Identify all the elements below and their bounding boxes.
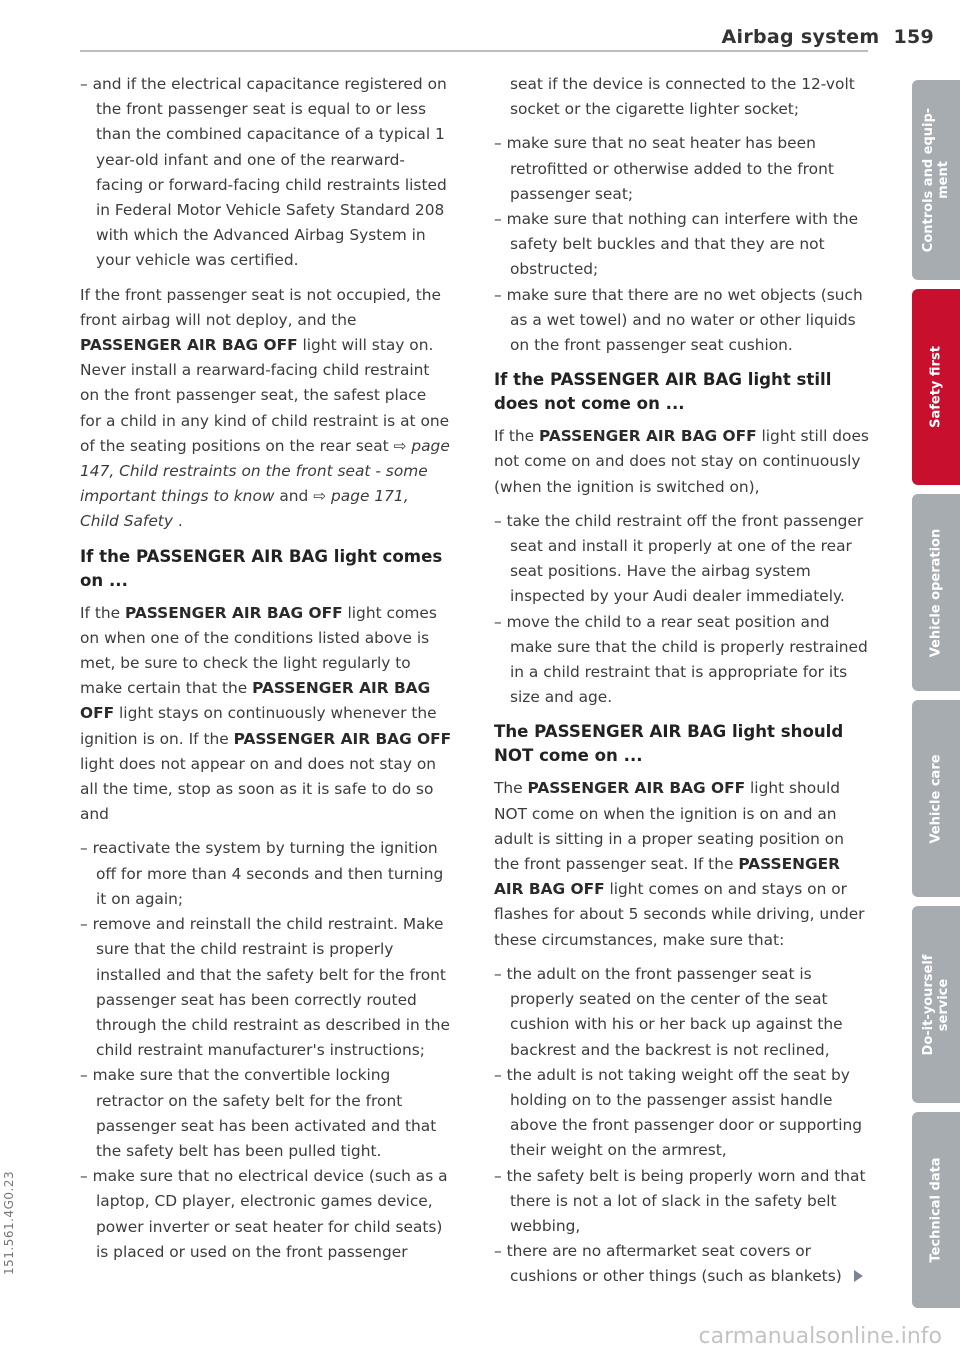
watermark: carmanualsonline.info [698,1324,942,1349]
warning-light-name: PASSENGER AIR BAG OFF [494,855,840,899]
warning-light-name: PASSENGER AIR BAG OFF [233,729,452,748]
list-item: – and if the electrical capacitance registered on the front passenger seat is equal to or less than the combined capacitance of a typical 1 year-old infant and one of the rearward-facing or forward-facing child restraints listed in Federal Motor Vehicle Safety Standard 208 with which the Advanced Airbag System in your vehicle was certified. [80,75,447,270]
list-item: – make sure that nothing can interfere with the safety belt buckles and that they are not obstructed; [494,210,859,279]
running-header [722,26,934,48]
cross-reference-link[interactable]: ⇨ page 171, Child Safety [80,487,409,531]
tab-safety-first[interactable] [912,289,960,485]
paragraph: The PASSENGER AIR BAG OFF light should NOT come on when the ignition is on and an adult is sitting in a proper seating position on the front passenger seat. If the PASSENGER AIR BAG OFF light comes on and stays on or flashes for about 5 seconds while driving, under these circumstances, make sure that: [494,779,865,949]
list-item: – make sure that no seat heater has been retrofitted or otherwise added to the front passenger seat; [494,134,834,203]
list-item: – remove and reinstall the child restraint. Make sure that the child restraint is properly installed and that the safety belt for the front passenger seat has been correctly routed through the child restraint as described in the child restraint manufacturer's instructions; [80,915,450,1060]
paragraph: If the PASSENGER AIR BAG OFF light comes on when one of the conditions listed above is met, be sure to check the light regularly to make certain that the PASSENGER AIR BAG OFF light stays on continuously whenever the ignition is on. If the PASSENGER AIR BAG OFF light does not appear on and does not stay on all the time, stop as soon as it is safe to do so and [80,603,452,824]
tab-do-it-yourself-service[interactable] [912,906,960,1103]
warning-light-name: PASSENGER AIR BAG OFF [539,427,757,446]
list-item: – take the child restraint off the front passenger seat and install it properly at one of the rear seat positions. Have the airbag system inspected by your Audi dealer immediately. [494,511,864,606]
section-heading: The PASSENGER AIR BAG light should NOT come on ... [494,722,844,766]
tab-vehicle-care[interactable] [912,700,960,897]
tab-label: Technical data [928,1157,944,1263]
list-item: – the safety belt is being properly worn and that there is not a lot of slack in the safety belt webbing, [494,1166,866,1235]
tab-label: Safety first [928,346,944,428]
section-heading: If the PASSENGER AIR BAG light still does not come on ... [494,370,832,414]
right-column [494,72,870,1299]
paragraph: seat if the device is connected to the 12-volt socket or the cigarette lighter socket; [510,75,855,119]
tab-label: Controls and equip- ment [921,107,951,253]
cross-reference-link[interactable]: ⇨ page 147, Child restraints on the front seat - some important things to know [80,436,450,506]
tab-vehicle-operation[interactable] [912,494,960,691]
list-item: – there are no aftermarket seat covers or cushions or other things (such as blankets) [494,1239,870,1289]
instruction-list [80,836,452,1264]
tab-label: Vehicle operation [928,528,944,657]
instruction-list [494,962,870,1290]
section-title: Airbag system [721,26,880,48]
paragraph: If the front passenger seat is not occupied, the front airbag will not deploy, and the PASSENGER AIR BAG OFF light will stay on. Never install a rearward-facing child restraint on the front passenger seat, the safest place for a child in any kind of child restraint is at one of the seating positions on the rear seat ⇨ page 147, Child restraints on the front seat - some important things to know and ⇨ page 171, Child Safety . [80,285,450,531]
section-heading: If the PASSENGER AIR BAG light comes on ... [80,546,443,590]
warning-light-name: PASSENGER AIR BAG OFF [80,679,431,723]
list-item: – make sure that the convertible locking retractor on the safety belt for the front passenger seat has been activated and that the safety belt has been pulled tight. [80,1066,437,1160]
list-item: – the adult is not taking weight off the seat by holding on to the passenger assist handle above the front passenger door or supporting their weight on the armrest, [494,1065,863,1160]
tab-controls-and-equipment[interactable] [912,80,960,280]
document-code: 151.561.4G0.23 [2,1170,16,1275]
list-item: – make sure that there are no wet objects (such as a wet towel) and no water or other liquids on the front passenger seat cushion. [494,285,863,355]
tab-label: Vehicle care [928,753,944,844]
paragraph: If the PASSENGER AIR BAG OFF light still does not come on and does not stay on continuously (when the ignition is switched on), [494,427,869,496]
tab-technical-data[interactable] [912,1112,960,1308]
list-item: – the adult on the front passenger seat is properly seated on the center of the seat cushion with his or her back up against the backrest and the backrest is not reclined, [494,964,843,1059]
page-number: 159 [893,26,934,48]
continue-arrow-icon [854,1270,863,1282]
list-item: – reactivate the system by turning the ignition off for more than 4 seconds and then turning it on again; [80,839,444,908]
list-item: – move the child to a rear seat position and make sure that the child is properly restrained in a child restraint that is appropriate for its size and age. [494,612,868,707]
warning-light-name: PASSENGER AIR BAG OFF [80,336,298,355]
list-item: – make sure that no electrical device (such as a laptop, CD player, electronic games device, power inverter or seat heater for child seats) is placed or used on the front passenger [80,1167,448,1261]
instruction-list [494,509,870,711]
tab-label: Do-it-yourself service [921,954,951,1055]
instruction-list [494,131,870,358]
continued-list [80,72,452,274]
warning-light-name: PASSENGER AIR BAG OFF [125,603,343,622]
left-column [80,72,452,1274]
warning-light-name: PASSENGER AIR BAG OFF [527,779,746,798]
header-rule [80,50,868,52]
